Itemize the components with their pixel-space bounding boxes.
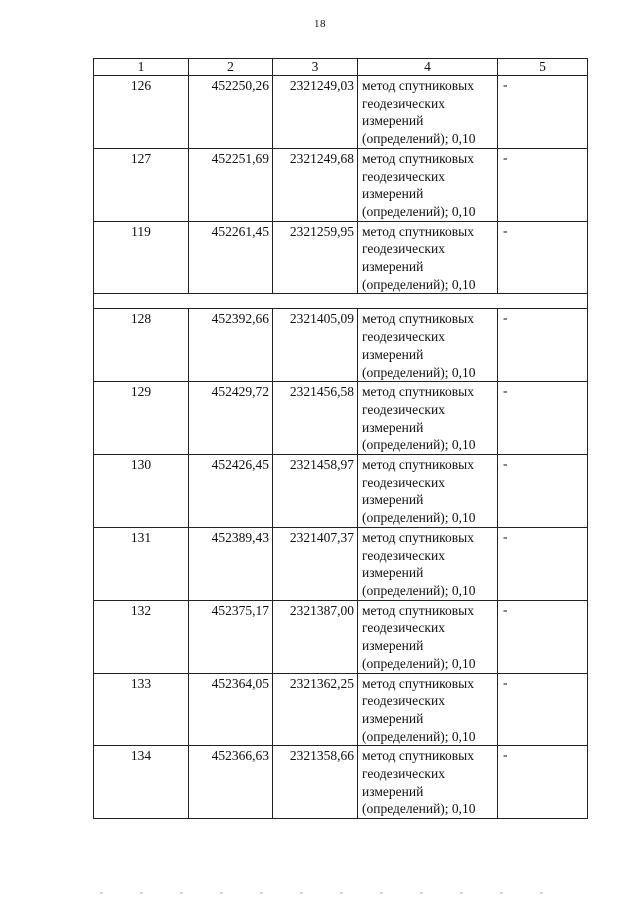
column-5-value: - [498, 76, 588, 149]
column-header-4: 4 [358, 59, 498, 76]
method-description: метод спутниковых геодезических измерений (определений); 0,10 [358, 673, 498, 746]
table-row [94, 527, 588, 600]
table-row [94, 148, 588, 221]
point-number: 119 [94, 221, 189, 294]
table-header-row [94, 59, 588, 76]
point-number: 130 [94, 455, 189, 528]
coordinate-x: 452366,63 [189, 746, 273, 819]
point-number: 132 [94, 600, 189, 673]
method-description: метод спутниковых геодезических измерений (определений); 0,10 [358, 746, 498, 819]
coordinate-y: 2321456,58 [273, 382, 358, 455]
point-number: 127 [94, 148, 189, 221]
table-row [94, 600, 588, 673]
coordinate-x: 452261,45 [189, 221, 273, 294]
point-number: 131 [94, 527, 189, 600]
column-5-value: - [498, 455, 588, 528]
coordinate-x: 452251,69 [189, 148, 273, 221]
column-header-1: 1 [94, 59, 189, 76]
coordinate-y: 2321362,25 [273, 673, 358, 746]
point-number: 126 [94, 76, 189, 149]
point-number: 134 [94, 746, 189, 819]
column-5-value: - [498, 746, 588, 819]
coordinate-y: 2321407,37 [273, 527, 358, 600]
method-description: метод спутниковых геодезических измерений (определений); 0,10 [358, 309, 498, 382]
coordinate-x: 452250,26 [189, 76, 273, 149]
column-header-2: 2 [189, 59, 273, 76]
table-separator-row [94, 294, 588, 309]
method-description: метод спутниковых геодезических измерений (определений); 0,10 [358, 382, 498, 455]
column-5-value: - [498, 382, 588, 455]
column-header-5: 5 [498, 59, 588, 76]
coordinate-x: 452364,05 [189, 673, 273, 746]
coordinate-y: 2321249,03 [273, 76, 358, 149]
point-number: 128 [94, 309, 189, 382]
scan-artifact-line [100, 892, 580, 894]
separator-cell [94, 294, 588, 309]
table-row [94, 746, 588, 819]
method-description: метод спутниковых геодезических измерений (определений); 0,10 [358, 527, 498, 600]
column-5-value: - [498, 673, 588, 746]
coordinate-y: 2321458,97 [273, 455, 358, 528]
column-header-3: 3 [273, 59, 358, 76]
point-number: 133 [94, 673, 189, 746]
column-5-value: - [498, 221, 588, 294]
coordinate-x: 452375,17 [189, 600, 273, 673]
coordinate-x: 452392,66 [189, 309, 273, 382]
method-description: метод спутниковых геодезических измерений (определений); 0,10 [358, 221, 498, 294]
method-description: метод спутниковых геодезических измерений (определений); 0,10 [358, 76, 498, 149]
coordinate-y: 2321358,66 [273, 746, 358, 819]
table-row [94, 309, 588, 382]
page-number: 18 [314, 18, 326, 30]
coordinates-table [93, 58, 588, 819]
table-row [94, 221, 588, 294]
column-5-value: - [498, 527, 588, 600]
coordinate-y: 2321259,95 [273, 221, 358, 294]
table-row [94, 673, 588, 746]
coordinate-x: 452389,43 [189, 527, 273, 600]
column-5-value: - [498, 309, 588, 382]
column-5-value: - [498, 600, 588, 673]
table-row [94, 382, 588, 455]
method-description: метод спутниковых геодезических измерений (определений); 0,10 [358, 148, 498, 221]
table-row [94, 455, 588, 528]
coordinate-y: 2321249,68 [273, 148, 358, 221]
coordinate-y: 2321387,00 [273, 600, 358, 673]
coordinate-y: 2321405,09 [273, 309, 358, 382]
coordinate-x: 452426,45 [189, 455, 273, 528]
table-row [94, 76, 588, 149]
column-5-value: - [498, 148, 588, 221]
point-number: 129 [94, 382, 189, 455]
method-description: метод спутниковых геодезических измерений (определений); 0,10 [358, 600, 498, 673]
method-description: метод спутниковых геодезических измерений (определений); 0,10 [358, 455, 498, 528]
coordinate-x: 452429,72 [189, 382, 273, 455]
